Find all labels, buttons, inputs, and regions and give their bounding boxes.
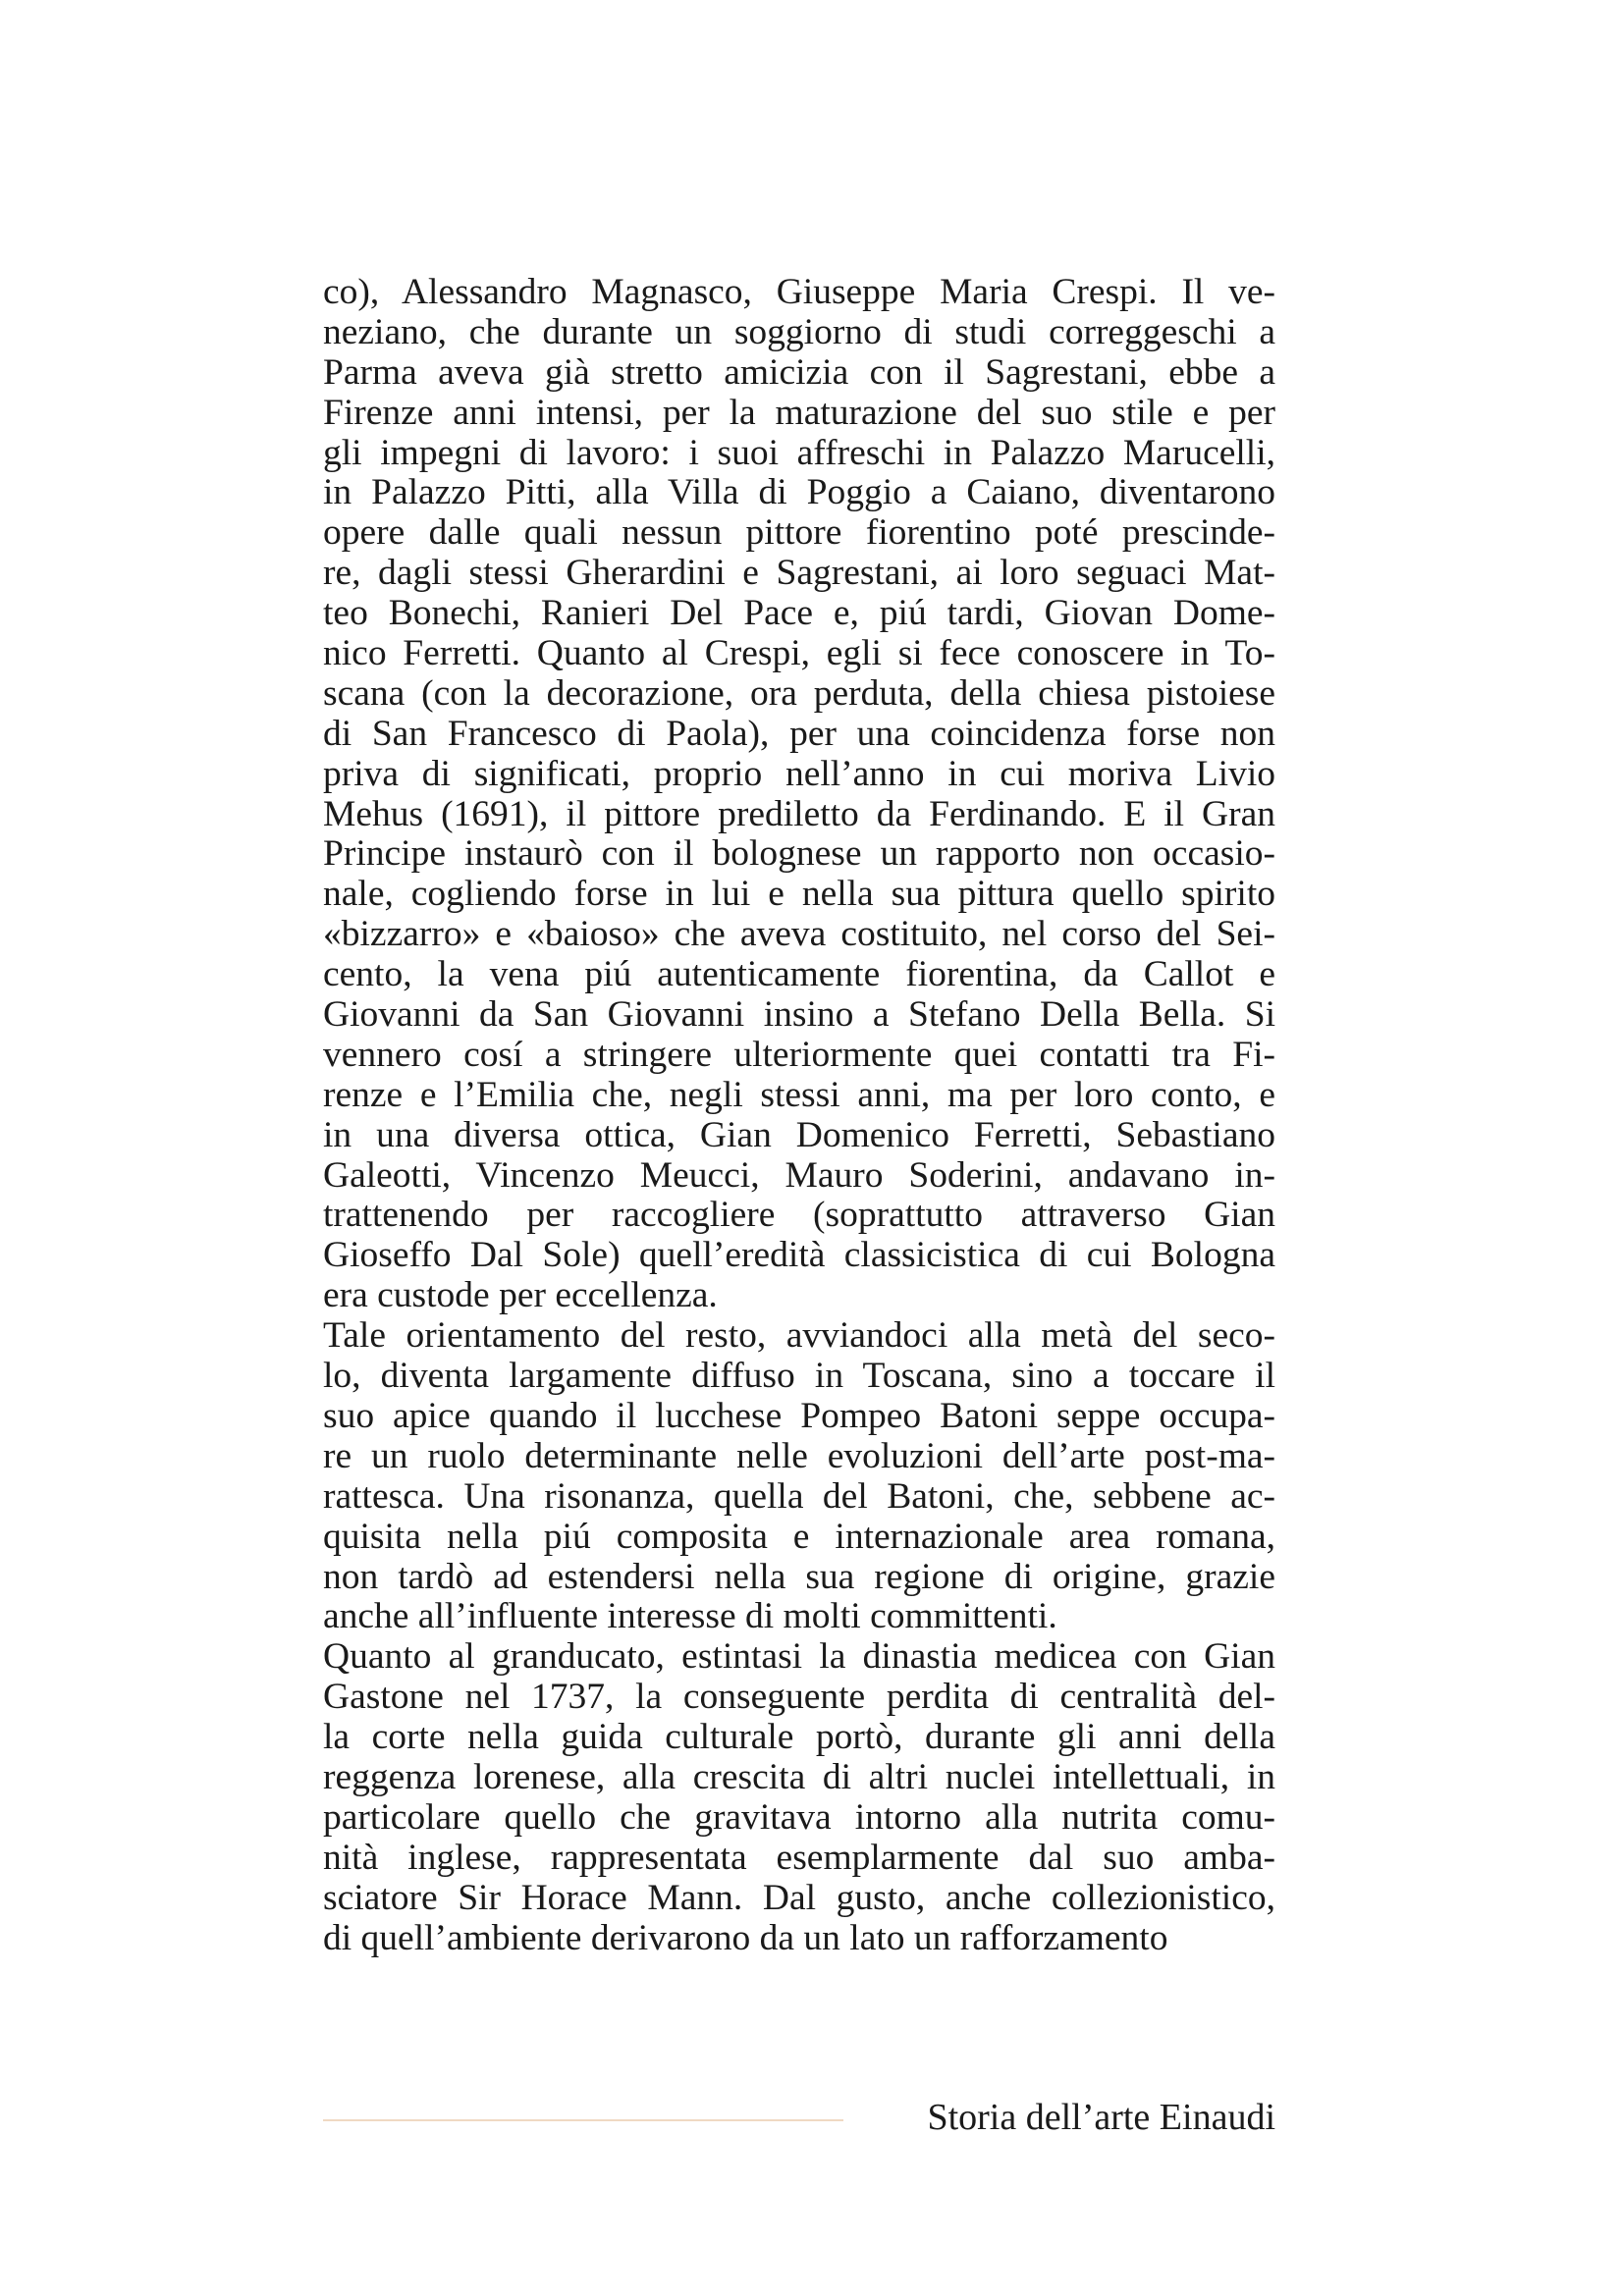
text-line: Firenze anni intensi, per la maturazione del suo stile e per	[323, 392, 1275, 433]
footer-rule	[323, 2119, 843, 2121]
text-line: quisita nella piú composita e internazionale area romana,	[323, 1516, 1275, 1557]
text-line: di quell’ambiente derivarono da un lato un rafforzamento	[323, 1917, 1168, 1958]
text-line: nico Ferretti. Quanto al Crespi, egli si fece conoscere in To-	[323, 633, 1275, 674]
page-footer	[323, 2093, 1275, 2142]
text-line: non tardò ad estendersi nella sua regione di origine, grazie	[323, 1556, 1275, 1597]
text-line: sciatore Sir Horace Mann. Dal gusto, anche collezionistico,	[323, 1877, 1275, 1918]
text-line: nale, cogliendo forse in lui e nella sua pittura quello spirito	[323, 874, 1275, 915]
text-line: rattesca. Una risonanza, quella del Batoni, che, sebbene ac-	[323, 1475, 1275, 1517]
text-line: co), Alessandro Magnasco, Giuseppe Maria Crespi. Il ve-	[323, 272, 1275, 312]
footer-publication-title: Storia dell’arte Einaudi	[927, 2097, 1275, 2138]
text-line: Mehus (1691), il pittore prediletto da Ferdinando. E il Gran	[323, 793, 1275, 834]
text-line: Gastone nel 1737, la conseguente perdita di centralità del-	[323, 1677, 1275, 1718]
text-line: re un ruolo determinante nelle evoluzioni dell’arte post-ma-	[323, 1435, 1275, 1476]
text-line: Parma aveva già stretto amicizia con il Sagrestani, ebbe a	[323, 351, 1275, 393]
text-line: Quanto al granducato, estintasi la dinastia medicea con Gian	[323, 1636, 1275, 1678]
text-line: Galeotti, Vincenzo Meucci, Mauro Soderini, andavano in-	[323, 1154, 1275, 1196]
text-line: suo apice quando il lucchese Pompeo Batoni seppe occupa-	[323, 1395, 1275, 1436]
text-line: in una diversa ottica, Gian Domenico Ferretti, Sebastiano	[323, 1114, 1275, 1155]
text-line: la corte nella guida culturale portò, durante gli anni della	[323, 1717, 1275, 1758]
text-line: nità inglese, rappresentata esemplarmente dal suo amba-	[323, 1837, 1275, 1878]
text-line: vennero cosí a stringere ulteriormente quei contatti tra Fi-	[323, 1034, 1275, 1075]
text-line: scana (con la decorazione, ora perduta, della chiesa pistoiese	[323, 672, 1275, 714]
text-line: «bizzarro» e «baioso» che aveva costituito, nel corso del Sei-	[323, 914, 1275, 955]
text-line: reggenza lorenese, alla crescita di altri nuclei intellettuali, in	[323, 1756, 1275, 1797]
body-text	[323, 273, 1275, 1958]
text-line: teo Bonechi, Ranieri Del Pace e, piú tardi, Giovan Dome-	[323, 593, 1275, 634]
text-line: renze e l’Emilia che, negli stessi anni, ma per loro conto, e	[323, 1074, 1275, 1115]
text-line: trattenendo per raccogliere (soprattutto attraverso Gian	[323, 1195, 1275, 1236]
text-line: particolare quello che gravitava intorno alla nutrita comu-	[323, 1796, 1275, 1838]
text-line: cento, la vena piú autenticamente fiorentina, da Callot e	[323, 954, 1275, 995]
text-line: lo, diventa largamente diffuso in Toscana, sino a toccare il	[323, 1356, 1275, 1397]
text-line: opere dalle quali nessun pittore fiorentino poté prescinde-	[323, 512, 1275, 554]
text-line: era custode per eccellenza.	[323, 1275, 718, 1316]
text-line: Tale orientamento del resto, avviandoci alla metà del seco-	[323, 1315, 1275, 1357]
text-line: Principe instaurò con il bolognese un rapporto non occasio-	[323, 833, 1275, 875]
text-line: neziano, che durante un soggiorno di studi correggeschi a	[323, 311, 1275, 352]
text-line: Giovanni da San Giovanni insino a Stefano Della Bella. Si	[323, 994, 1275, 1036]
text-line: Gioseffo Dal Sole) quell’eredità classicistica di cui Bologna	[323, 1235, 1275, 1276]
text-line: di San Francesco di Paola), per una coincidenza forse non	[323, 713, 1275, 754]
text-line: anche all’influente interesse di molti committenti.	[323, 1596, 1057, 1637]
text-line: in Palazzo Pitti, alla Villa di Poggio a Caiano, diventarono	[323, 472, 1275, 513]
text-line: gli impegni di lavoro: i suoi affreschi in Palazzo Marucelli,	[323, 432, 1275, 473]
text-line: re, dagli stessi Gherardini e Sagrestani, ai loro seguaci Mat-	[323, 553, 1275, 594]
text-line: priva di significati, proprio nell’anno in cui moriva Livio	[323, 753, 1275, 794]
